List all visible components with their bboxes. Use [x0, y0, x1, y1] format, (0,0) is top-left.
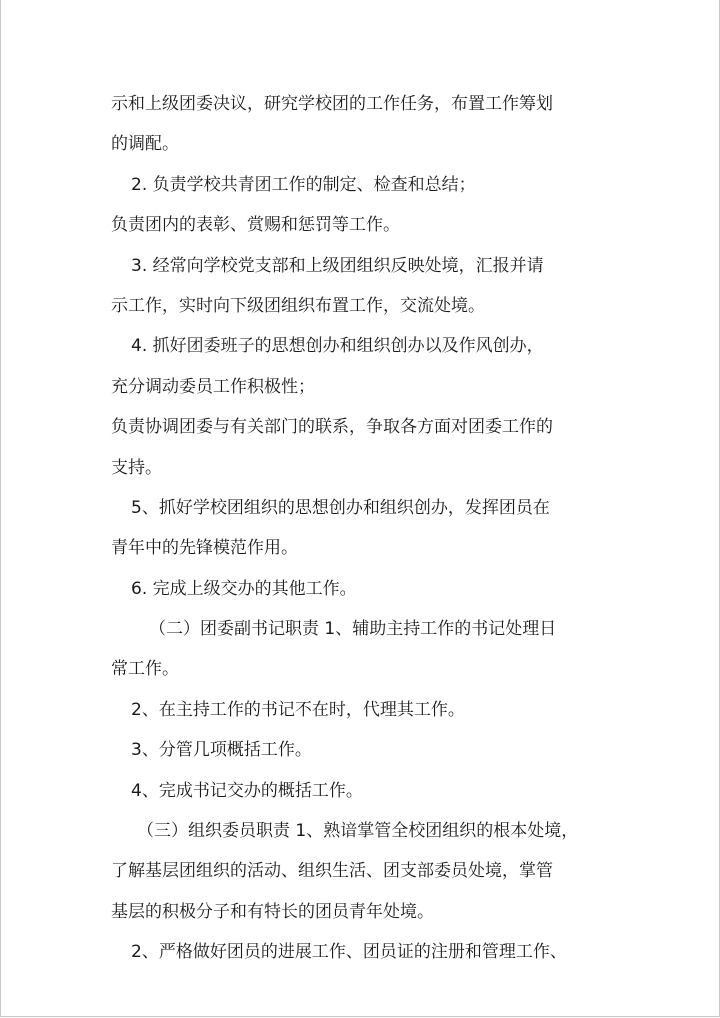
section-heading-line: （三）组织委员职责 1、熟谙掌管全校团组织的根本处境， [137, 821, 579, 842]
text-line: 4. 抓好团委班子的思想创办和组织创办以及作风创办， [131, 336, 544, 357]
text-line: 示工作，实时向下级团组织布置工作，交流处境。 [111, 295, 485, 316]
text-line: 了解基层团组织的活动、组织生活、团支部委员处境，掌管 [111, 861, 553, 882]
text-line: 负责协调团委与有关部门的联系，争取各方面对团委工作的 [111, 417, 553, 438]
document-body [111, 84, 621, 973]
text-line: 的调配。 [111, 134, 179, 155]
text-line: 充分调动委员工作积极性； [111, 376, 315, 397]
text-line: 支持。 [111, 457, 162, 478]
text-line: 4、完成书记交办的概括工作。 [131, 780, 363, 801]
text-line: 常工作。 [111, 659, 179, 680]
text-line: 5、抓好学校团组织的思想创办和组织创办，发挥团员在 [131, 497, 550, 518]
section-heading-line: （二）团委副书记职责 1、辅助主持工作的书记处理日 [149, 619, 557, 640]
text-line: 2、严格做好团员的进展工作、团员证的注册和管理工作、 [131, 942, 567, 963]
text-line: 负责团内的表彰、赏赐和惩罚等工作。 [111, 215, 400, 236]
text-line: 3. 经常向学校党支部和上级团组织反映处境，汇报并请 [131, 255, 544, 276]
text-line: 3、分管几项概括工作。 [131, 740, 312, 761]
text-line: 示和上级团委决议，研究学校团的工作任务，布置工作筹划 [111, 94, 553, 114]
text-line: 6. 完成上级交办的其他工作。 [131, 578, 357, 599]
text-line: 2、在主持工作的书记不在时，代理其工作。 [131, 699, 465, 720]
text-line: 基层的积极分子和有特长的团员青年处境。 [111, 901, 434, 922]
text-line: 2. 负责学校共青团工作的制定、检查和总结； [131, 174, 476, 195]
text-line: 青年中的先锋模范作用。 [111, 538, 298, 559]
